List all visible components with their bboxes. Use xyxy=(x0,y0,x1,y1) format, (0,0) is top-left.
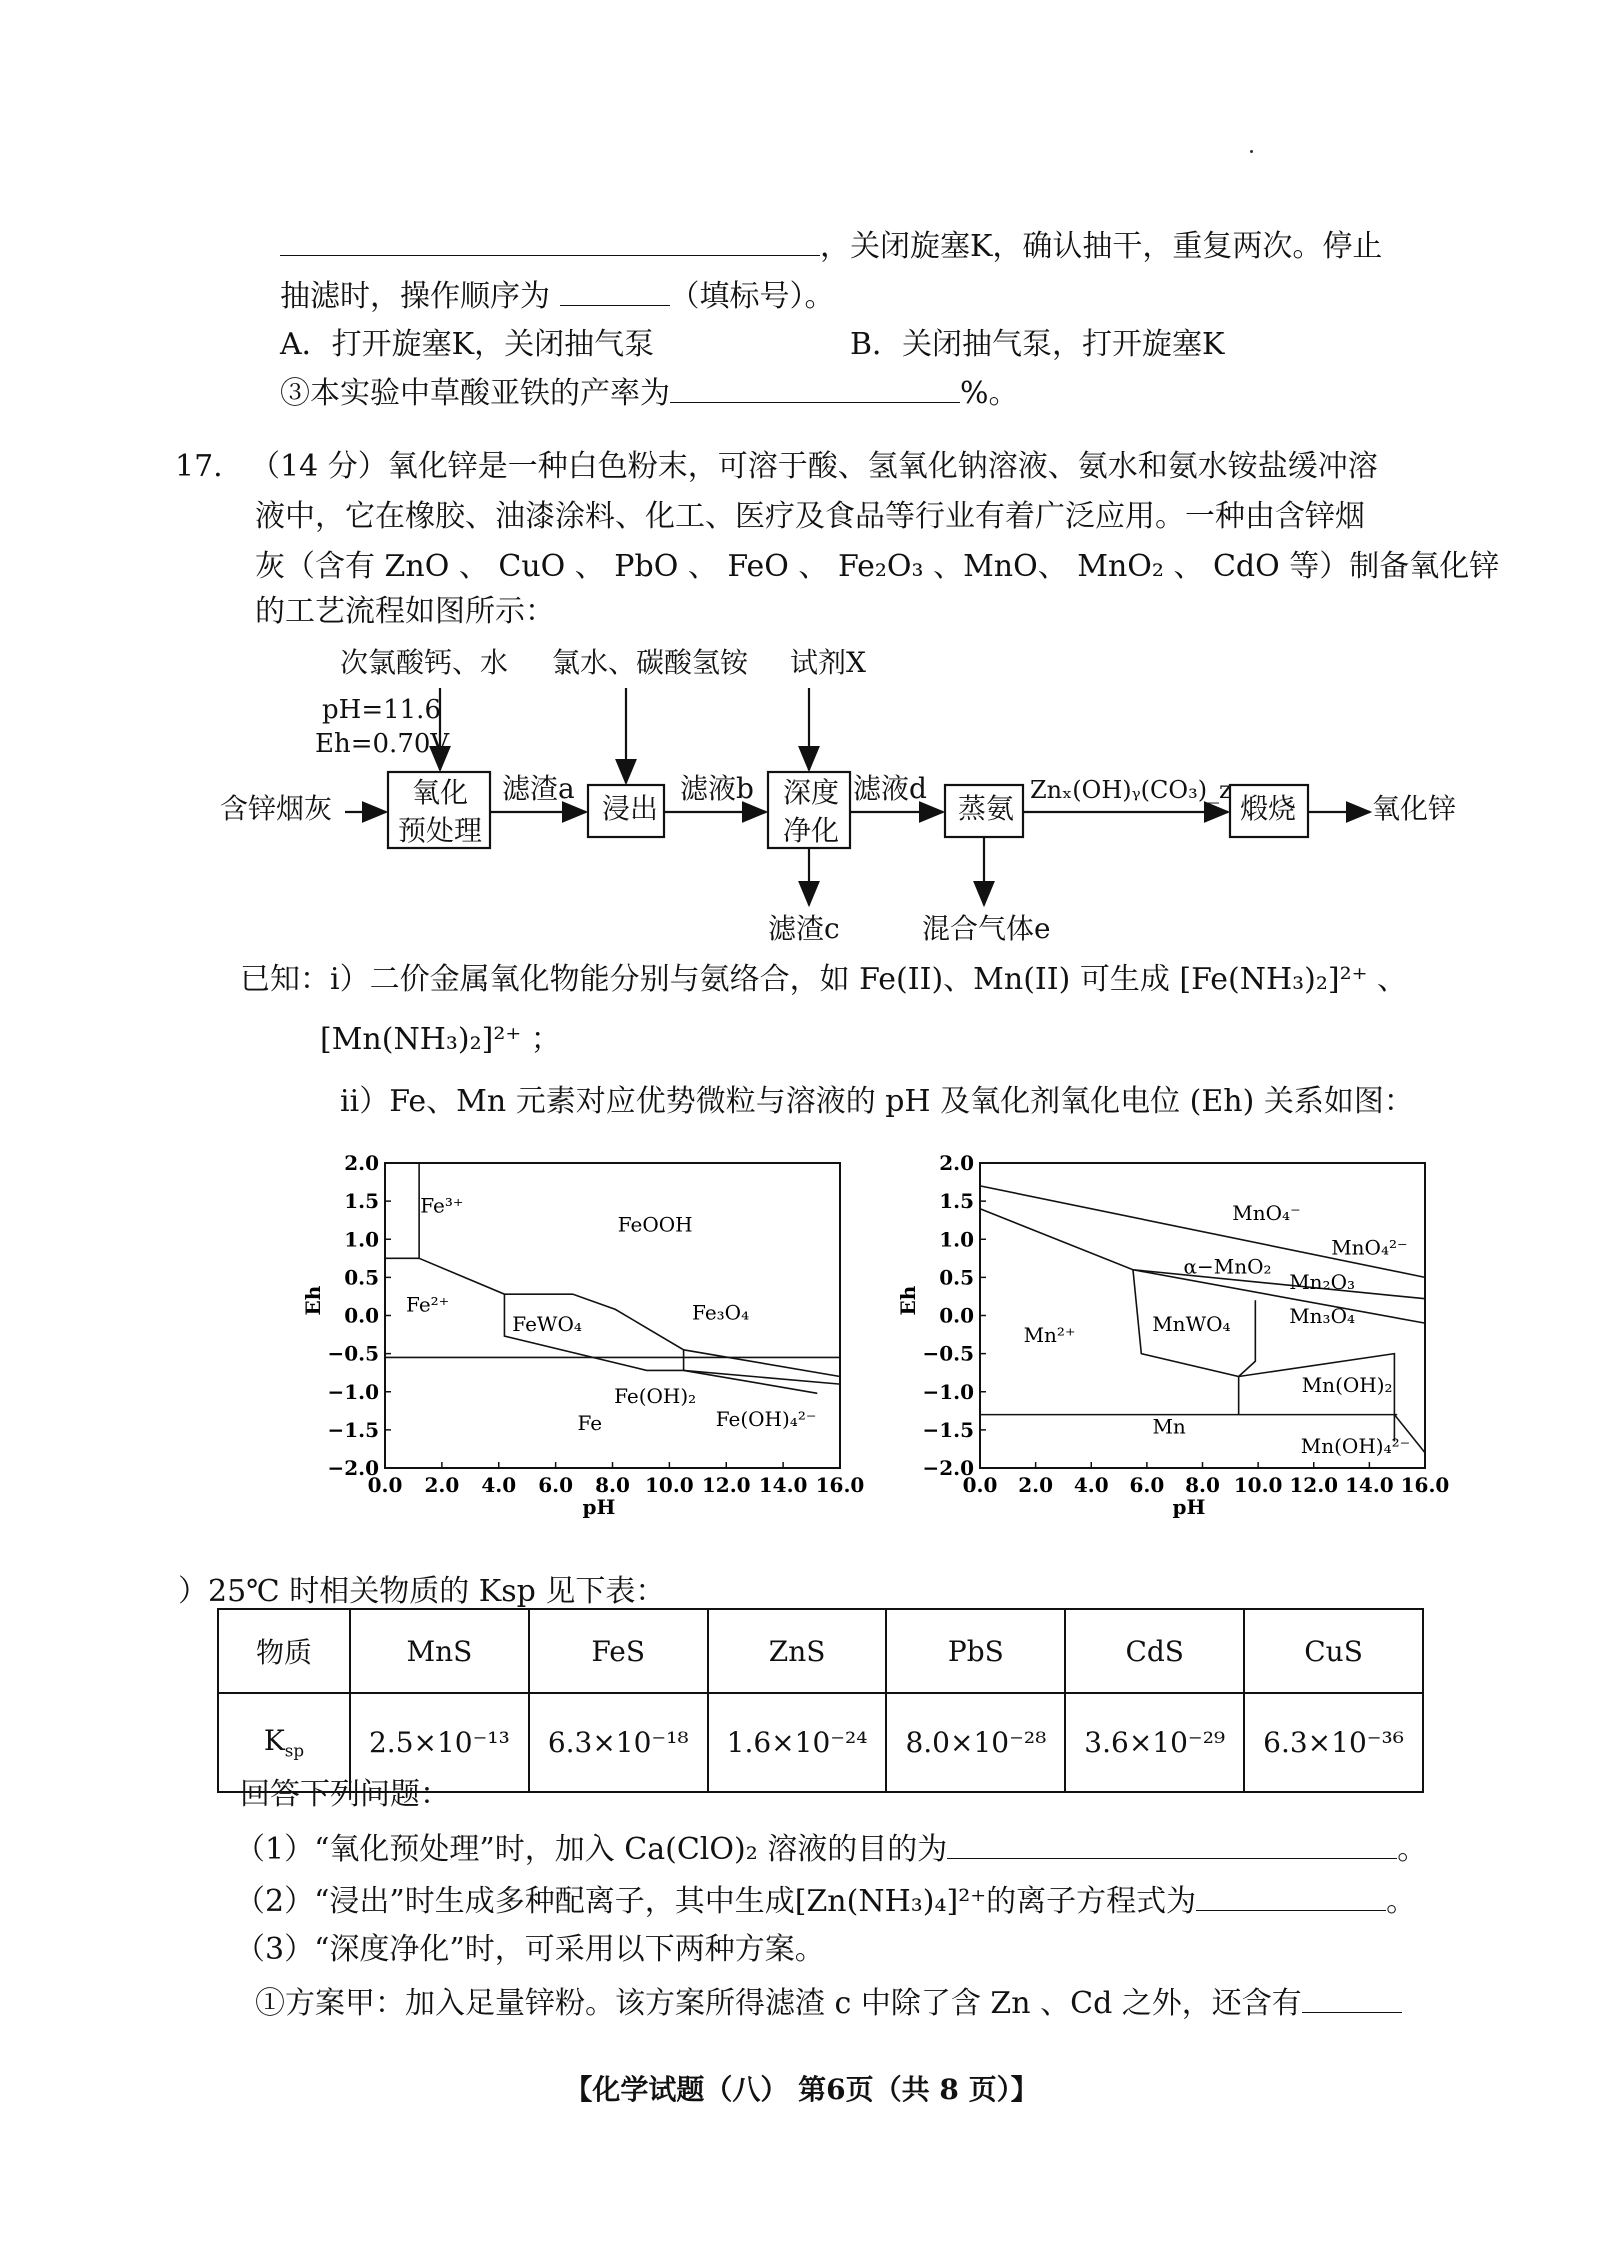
region-label: FeWO₄ xyxy=(512,1311,582,1336)
stray-dot xyxy=(1250,150,1253,153)
region-label: FeOOH xyxy=(617,1212,693,1237)
question-3-1-text: ①方案甲：加入足量锌粉。该方案所得滤渣 c 中除了含 Zn 、Cd 之外，还含有 xyxy=(255,1986,1302,2021)
question-1-end: 。 xyxy=(1397,1832,1428,1867)
x-tick-label: 4.0 xyxy=(481,1473,517,1497)
flow-end: 氧化锌 xyxy=(1372,792,1457,825)
x-tick-label: 14.0 xyxy=(758,1473,808,1497)
region-label: Mn²⁺ xyxy=(1023,1323,1076,1348)
x-tick-label: 2.0 xyxy=(1018,1473,1054,1497)
question-2 xyxy=(235,1880,1416,1922)
flow-box5: 煅烧 xyxy=(1240,792,1297,825)
flow-cond-eh: Eh=0.70V xyxy=(315,729,450,759)
x-axis-label: pH xyxy=(1172,1495,1206,1519)
questions-lead: 回答下列问题： xyxy=(240,1777,450,1812)
flow-box4: 蒸氨 xyxy=(958,792,1015,825)
ksp-table xyxy=(217,1608,1424,1793)
x-tick-label: 16.0 xyxy=(1400,1473,1450,1497)
ksp-value-cell: 1.6×10⁻²⁴ xyxy=(708,1693,887,1792)
flow-box2: 浸出 xyxy=(602,792,659,825)
option-b: B．关闭抽气泵，打开旋塞K xyxy=(850,327,1225,362)
x-tick-label: 14.0 xyxy=(1345,1473,1394,1497)
page-footer: 【化学试题（八） 第6页（共 8 页）】 xyxy=(564,2073,1039,2106)
region-label: Mn₂O₃ xyxy=(1289,1269,1355,1294)
region-label: Fe xyxy=(577,1410,603,1435)
region-label: Fe(OH)₂ xyxy=(614,1384,697,1409)
known-iii-line: ）25℃ 时相关物质的 Ksp 见下表： xyxy=(178,1574,666,1609)
flow-box1-line2: 预处理 xyxy=(398,814,483,847)
question-number: 17. xyxy=(175,449,223,484)
question-1 xyxy=(235,1828,1427,1870)
y-tick-label: 1.5 xyxy=(344,1189,379,1214)
ksp-value-cell: 2.5×10⁻¹³ xyxy=(350,1693,529,1792)
y-tick-label: −0.5 xyxy=(327,1341,379,1366)
x-tick-label: 2.0 xyxy=(424,1473,460,1497)
region-label: α−MnO₂ xyxy=(1183,1254,1272,1279)
flow-input-3: 试剂X xyxy=(790,646,866,679)
y-tick-label: 1.5 xyxy=(939,1189,974,1214)
x-tick-label: 12.0 xyxy=(701,1473,751,1497)
flow-box3-line1: 深度 xyxy=(783,776,840,809)
y-tick-label: 0.5 xyxy=(939,1265,974,1290)
region-label: MnO₄²⁻ xyxy=(1331,1235,1408,1260)
answer-blank[interactable] xyxy=(670,372,960,403)
mn-pourbaix-chart xyxy=(896,1151,1449,1519)
y-tick-label: 1.0 xyxy=(344,1227,379,1252)
x-tick-label: 12.0 xyxy=(1289,1473,1339,1497)
y-tick-label: 0.5 xyxy=(344,1265,379,1290)
x-tick-label: 0.0 xyxy=(962,1473,998,1497)
ksp-header-cell: MnS xyxy=(350,1609,529,1693)
flow-start: 含锌烟灰 xyxy=(220,792,333,825)
y-tick-label: 1.0 xyxy=(939,1227,974,1252)
q16-line1-text: ，关闭旋塞K，确认抽干，重复两次。停止 xyxy=(820,229,1383,264)
x-tick-label: 4.0 xyxy=(1073,1473,1109,1497)
flow-cond-ph: pH=11.6 xyxy=(322,695,441,725)
answer-blank[interactable] xyxy=(280,225,820,256)
y-tick-label: −1.0 xyxy=(327,1379,379,1404)
q17-intro-2: 液中，它在橡胶、油漆涂料、化工、医疗及食品等行业有着广泛应用。一种由含锌烟 xyxy=(255,499,1365,534)
q16-line2-suffix: （填标号）。 xyxy=(669,279,835,314)
region-label: Mn(OH)₂ xyxy=(1301,1372,1393,1397)
ksp-value-cell: 6.3×10⁻³⁶ xyxy=(1244,1693,1423,1792)
q16-line3-text: ③本实验中草酸亚铁的产率为 xyxy=(280,376,670,411)
region-label: Fe(OH)₄²⁻ xyxy=(715,1407,817,1432)
region-label: Fe²⁺ xyxy=(406,1292,450,1317)
y-tick-label: 2.0 xyxy=(939,1151,974,1175)
answer-blank[interactable] xyxy=(947,1828,1397,1859)
question-2-end: 。 xyxy=(1386,1884,1417,1919)
x-tick-label: 8.0 xyxy=(1185,1473,1220,1497)
known-ii-line: ⅱ）Fe、Mn 元素对应优势微粒与溶液的 pH 及氧化剂氧化电位 (Eh) 关系如图： xyxy=(340,1084,1414,1119)
region-label: Fe₃O₄ xyxy=(692,1300,750,1325)
q16-line2-text: 抽滤时，操作顺序为 xyxy=(280,279,550,314)
option-a: A．打开旋塞K，关闭抽气泵 xyxy=(280,327,655,362)
pourbaix-diagrams xyxy=(0,1140,1603,1530)
q16-line3-suffix: %。 xyxy=(960,376,1019,411)
region-label: Mn(OH)₄²⁻ xyxy=(1300,1433,1411,1458)
flow-arrow1-label: 滤渣a xyxy=(502,772,575,805)
question-3: （3）“深度净化”时，可采用以下两种方案。 xyxy=(235,1932,825,1967)
y-tick-label: −1.0 xyxy=(922,1379,974,1404)
ksp-label-main: K xyxy=(263,1724,285,1758)
x-tick-label: 8.0 xyxy=(595,1473,630,1497)
known-i-line2: [Mn(NH₃)₂]²⁺ ； xyxy=(320,1022,561,1057)
flow-box3-line2: 净化 xyxy=(783,814,840,847)
q17-intro-1: （14 分）氧化锌是一种白色粉末，可溶于酸、氢氧化钠溶液、氨水和氨水铵盐缓冲溶 xyxy=(250,449,1378,484)
x-axis-label: pH xyxy=(582,1495,616,1519)
ksp-header-cell: PbS xyxy=(886,1609,1065,1693)
ksp-header-row xyxy=(218,1609,1423,1693)
q17-intro-3: 灰（含有 ZnO 、 CuO 、 PbO 、 FeO 、 Fe₂O₃ 、MnO、 MnO₂ 、 CdO 等）制备氧化锌 xyxy=(255,549,1500,584)
y-tick-label: −2.0 xyxy=(327,1456,379,1480)
ksp-header-cell: CdS xyxy=(1065,1609,1244,1693)
y-tick-label: −2.0 xyxy=(922,1456,974,1480)
y-tick-label: −0.5 xyxy=(922,1341,974,1366)
answer-blank[interactable] xyxy=(1196,1880,1386,1911)
y-tick-label: 2.0 xyxy=(344,1151,379,1175)
y-axis-label: Eh xyxy=(896,1285,920,1316)
q16-line3 xyxy=(280,372,1019,414)
y-tick-label: 0.0 xyxy=(344,1303,379,1328)
flow-output-1: 滤渣c xyxy=(768,912,840,945)
boundary-line xyxy=(1239,1354,1395,1442)
ksp-header-cell: FeS xyxy=(529,1609,708,1693)
answer-blank[interactable] xyxy=(560,275,670,306)
region-label: MnO₄⁻ xyxy=(1232,1201,1301,1226)
x-tick-label: 16.0 xyxy=(815,1473,865,1497)
x-tick-label: 10.0 xyxy=(645,1473,694,1497)
flow-input-1: 次氯酸钙、水 xyxy=(340,646,509,679)
fe-pourbaix-chart xyxy=(301,1151,864,1519)
y-tick-label: −1.5 xyxy=(922,1417,974,1442)
flow-output-2: 混合气体e xyxy=(922,912,1051,945)
ksp-header-cell: 物质 xyxy=(218,1609,350,1693)
flow-box1-line1: 氧化 xyxy=(412,776,469,809)
ksp-value-cell: 3.6×10⁻²⁹ xyxy=(1065,1693,1244,1792)
x-tick-label: 0.0 xyxy=(367,1473,403,1497)
question-2-text: （2）“浸出”时生成多种配离子，其中生成[Zn(NH₃)₄]²⁺的离子方程式为 xyxy=(235,1884,1197,1919)
x-tick-label: 6.0 xyxy=(1129,1473,1165,1497)
ksp-value-cell: 6.3×10⁻¹⁸ xyxy=(529,1693,708,1792)
boundary-line xyxy=(419,1258,840,1376)
y-tick-label: 0.0 xyxy=(939,1303,974,1328)
q17-intro-4: 的工艺流程如图所示： xyxy=(255,594,555,629)
region-label: Mn xyxy=(1152,1414,1186,1439)
y-axis-label: Eh xyxy=(301,1285,325,1316)
flow-arrow2-label: 滤液b xyxy=(680,772,754,805)
flow-arrow4-label: Znₓ(OH)ᵧ(CO₃)_z xyxy=(1030,776,1232,804)
ksp-header-cell: CuS xyxy=(1244,1609,1423,1693)
flow-input-2: 氯水、碳酸氢铵 xyxy=(552,646,749,679)
question-1-text: （1）“氧化预处理”时，加入 Ca(ClO)₂ 溶液的目的为 xyxy=(235,1832,948,1867)
y-tick-label: −1.5 xyxy=(327,1417,379,1442)
flow-arrow3-label: 滤液d xyxy=(853,772,927,805)
known-i-line1: 已知：ⅰ）二价金属氧化物能分别与氨络合，如 Fe(II)、Mn(II) 可生成 [Fe(NH₃)₂]²⁺ 、 xyxy=(240,962,1407,997)
q16-line2 xyxy=(280,275,835,317)
ksp-header-cell: ZnS xyxy=(708,1609,887,1693)
process-flowchart xyxy=(0,630,1603,950)
region-label: Mn₃O₄ xyxy=(1289,1304,1355,1329)
x-tick-label: 6.0 xyxy=(538,1473,574,1497)
boundary-line xyxy=(684,1370,818,1393)
question-3-1 xyxy=(255,1982,1402,2024)
region-label: Fe³⁺ xyxy=(420,1193,464,1218)
q16-line1 xyxy=(280,225,1382,267)
ksp-value-cell: 8.0×10⁻²⁸ xyxy=(886,1693,1065,1792)
x-tick-label: 10.0 xyxy=(1233,1473,1283,1497)
answer-blank[interactable] xyxy=(1302,1982,1402,2013)
ksp-label-sub: sp xyxy=(284,1740,305,1761)
region-label: MnWO₄ xyxy=(1152,1311,1231,1336)
